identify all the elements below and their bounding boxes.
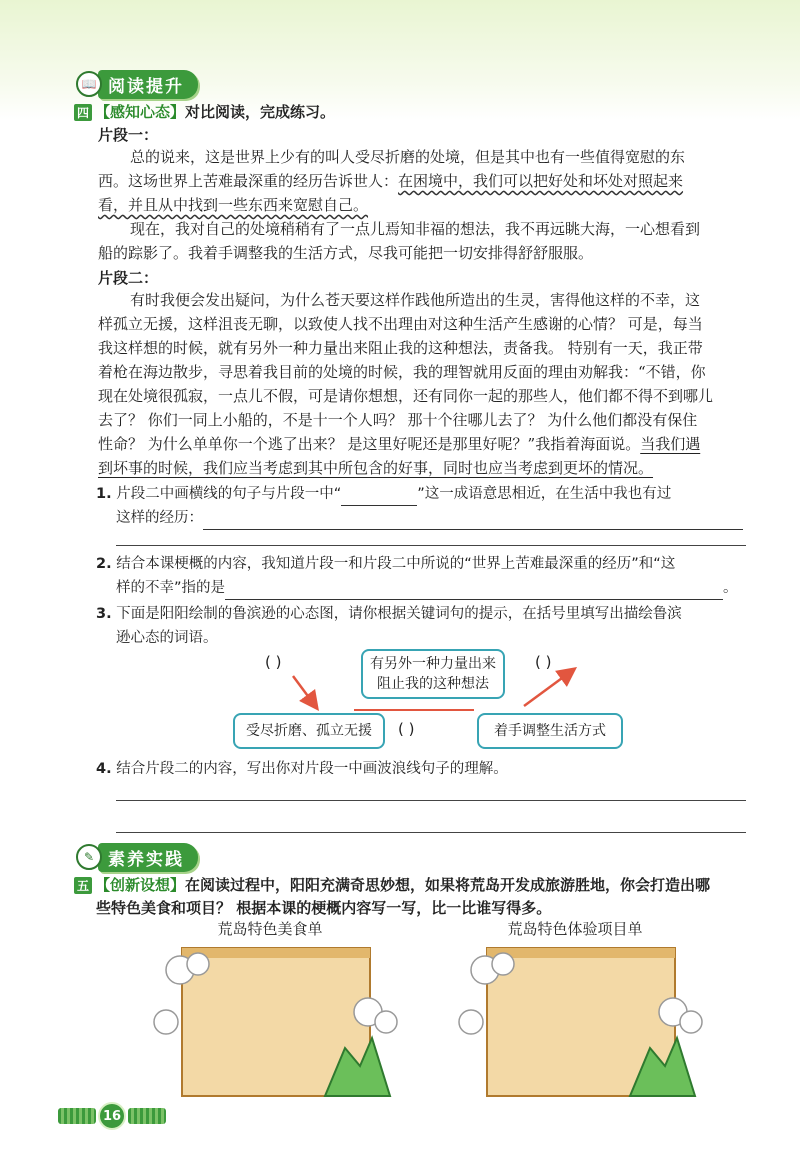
frag2-line: 样孤立无援，这样沮丧无聊，以致使人找不出理由对这种生活产生感谢的心情？ 可是，每当 xyxy=(98,315,703,333)
diagram-box-suffering: 受尽折磨、孤立无援 xyxy=(233,713,385,749)
underlined-sentence: 到坏事的时候，我们应当考虑到其中所包含的好事，同时也应当考虑到更坏的情况。 xyxy=(98,459,654,477)
question-1-cont: 这样的经历： xyxy=(116,506,743,530)
underlined-sentence: 当我们遇 xyxy=(640,435,701,453)
fragment-2-heading: 片段二： xyxy=(98,269,159,287)
question-4: 4. 结合片段二的内容，写出你对片段一中画波浪线句子的理解。 xyxy=(96,761,508,777)
question-2: 2. 结合本课梗概的内容，我知道片段一和片段二中所说的“世界上苦难最深重的经历”和“这 xyxy=(96,556,676,572)
question-3-cont: 逊心态的词语。 xyxy=(116,630,218,646)
section-header-practice xyxy=(76,843,198,871)
diagram-box-force: 有另外一种力量出来 阻止我的这种想法 xyxy=(361,649,505,699)
pencil-icon: ✎ xyxy=(76,844,102,870)
frag2-line: 着枪在海边散步，寻思着我目前的处境的时候，我的理智就用反面的理由劝解我：“不错，你 xyxy=(98,363,706,381)
question-number: 五 xyxy=(74,877,92,894)
scroll-title-activity: 荒岛特色体验项目单 xyxy=(507,920,643,938)
section-title: 素养实践 xyxy=(98,843,198,872)
question-text: 在阅读过程中，阳阳充满奇思妙想，如果将荒岛开发成旅游胜地，你会打造出哪 xyxy=(185,876,711,894)
fragment-1-heading: 片段一： xyxy=(98,126,159,144)
question-2-cont: 样的不幸”指的是 。 xyxy=(116,576,738,600)
wavy-sentence: 在困境中，我们可以把好处和坏处对照起来 xyxy=(398,172,684,190)
wavy-sentence: 看，并且从中找到一些东西来宽慰自己。 xyxy=(98,196,369,214)
question-3: 3. 下面是阳阳绘制的鲁滨逊的心态图，请你根据关键词句的提示，在括号里填写出描绘鲁滨 xyxy=(96,606,682,622)
answer-line[interactable] xyxy=(116,800,746,801)
diagram-box-adjust: 着手调整生活方式 xyxy=(477,713,623,749)
frag2-line: 现在处境很孤寂，一点儿不假，可是请你想想，还有同你一起的那些人，他们都不得不到哪儿 xyxy=(98,387,714,405)
arrow-up xyxy=(524,670,573,706)
scroll-title-food: 荒岛特色美食单 xyxy=(217,920,323,938)
frag2-line: 我这样想的时候，就有另外一种力量出来阻止我的这种想法，责备我。 特别有一天，我正带 xyxy=(98,339,703,357)
page-footer xyxy=(58,1103,166,1129)
footer-decoration xyxy=(128,1108,166,1124)
answer-line[interactable] xyxy=(116,832,746,833)
question-instruction: 对比阅读，完成练习。 xyxy=(185,103,336,121)
frag1-line: 总的说来，这是世界上少有的叫人受尽折磨的处境，但是其中也有一些值得宽慰的东 xyxy=(130,148,686,166)
footer-decoration xyxy=(58,1108,96,1124)
scroll-activity-card[interactable] xyxy=(455,942,705,1098)
frag1-line: 现在，我对自己的处境稍稍有了一点儿焉知非福的想法，我不再远眺大海，一心想看到 xyxy=(130,220,701,238)
question-number: 四 xyxy=(74,104,92,121)
frag1-line: 船的踪影了。我着手调整我的生活方式，尽我可能把一切安排得舒舒服服。 xyxy=(98,244,594,262)
question-5-cont: 些特色美食和项目？ 根据本课的梗概内容写一写，比一比谁写得多。 xyxy=(96,899,552,917)
frag2-line: 有时我便会发出疑问，为什么苍天要这样作践他所造出的生灵，害得他这样的不幸，这 xyxy=(130,291,701,309)
question-tag: 【感知心态】 xyxy=(95,103,186,121)
blank-paren-2[interactable]: ( ) xyxy=(535,653,552,671)
blank-paren-1[interactable]: ( ) xyxy=(265,653,282,671)
page-number: 16 xyxy=(98,1102,126,1130)
frag1-line: 西。这场世界上苦难最深重的经历告诉世人：在困境中，我们可以把好处和坏处对照起来 xyxy=(98,172,684,190)
book-icon: 📖 xyxy=(76,71,102,97)
question-5-heading xyxy=(74,874,710,895)
question-1: 1. 片段二中画横线的句子与片段一中“ ”这一成语意思相近，在生活中我也有过 xyxy=(96,482,671,506)
frag2-line: 性命？ 为什么单单你一个逃了出来？ 是这里好呢还是那里好呢？”我指着海面说。当我们遇 xyxy=(98,435,701,453)
question-tag: 【创新设想】 xyxy=(95,876,186,894)
blank-paren-3[interactable]: ( ) xyxy=(398,720,415,738)
arrow-down xyxy=(293,676,316,707)
frag2-line: 去了？ 你们一同上小船的，不是十一个人吗？ 那十个往哪儿去了？ 为什么他们都没有保住 xyxy=(98,411,698,429)
section-title: 阅读提升 xyxy=(98,70,198,99)
scroll-food-card[interactable] xyxy=(150,942,400,1098)
